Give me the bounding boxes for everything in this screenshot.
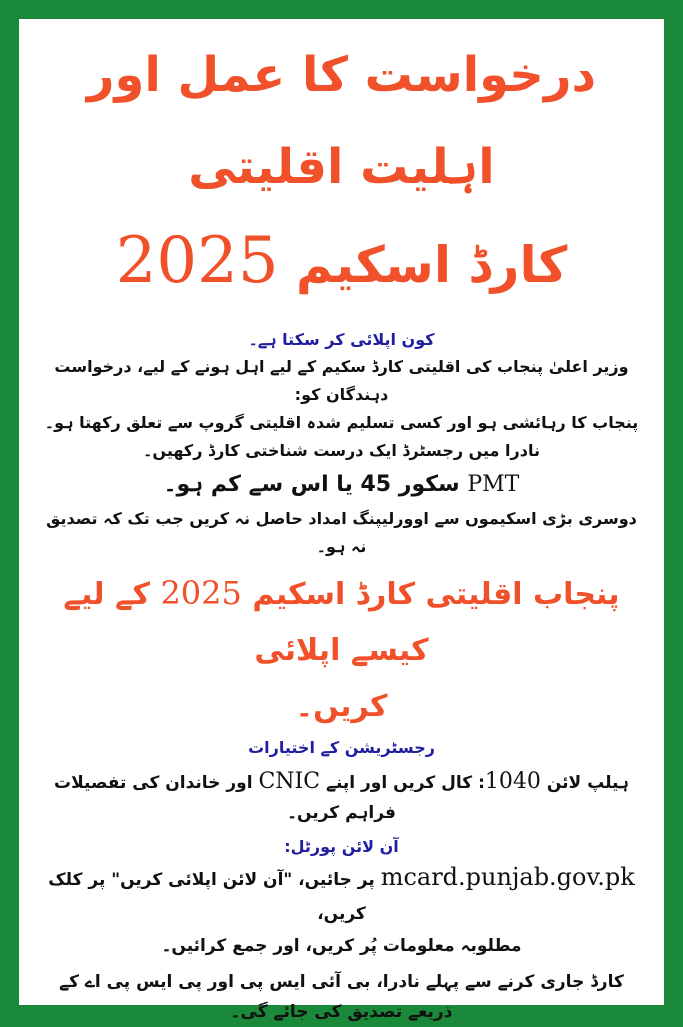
online-portal-step-1: [41, 860, 642, 931]
title-line-2: [41, 213, 642, 313]
online-portal-heading: آن لائن پورٹل:: [284, 837, 399, 856]
helpline-number: 1040: [484, 769, 541, 794]
portal-instruction: پر جائیں، "آن لائن اپلائی کریں" پر کلک کریں،: [48, 870, 375, 924]
registration-heading: رجسٹریشن کے اختیارات: [248, 738, 435, 757]
how-to-apply-text-c: کریں۔: [295, 689, 388, 724]
pmt-label: PMT: [467, 472, 520, 497]
eligibility-item-overlap: دوسری بڑی اسکیموں سے اوورلیپنگ امداد حاصل نہ کریں جب تک کہ تصدیق نہ ہو۔: [46, 509, 637, 556]
title-scheme-text: کارڈ اسکیم: [295, 236, 568, 294]
helpline-details: اور خاندان کی تفصیلات فراہم کریں۔: [54, 773, 396, 823]
helpline-text: : کال کریں اور اپنے: [325, 773, 485, 793]
eligibility-item-pmt: [41, 465, 642, 505]
how-to-apply-title: [41, 565, 642, 735]
title-year: 2025: [115, 224, 279, 298]
how-to-apply-year: 2025: [160, 574, 242, 612]
content-card: [19, 19, 664, 1022]
eligibility-heading: کون اپلائی کر سکتا ہے۔: [248, 330, 435, 349]
registration-helpline: [41, 767, 642, 828]
title-line-1: درخواست کا عمل اور اہلیت اقلیتی: [86, 47, 597, 195]
helpline-label: ہیلپ لائن: [546, 773, 629, 793]
pmt-text: سکور 45 یا اس سے کم ہو۔: [163, 472, 460, 497]
eligibility-item-cnic: نادرا میں رجسٹرڈ ایک درست شناختی کارڈ رکھیں۔: [143, 441, 540, 460]
online-portal-step-2: مطلوبہ معلومات پُر کریں، اور جمع کرائیں۔: [161, 936, 522, 956]
portal-url-link[interactable]: mcard.punjab.gov.pk: [380, 863, 635, 891]
how-to-apply-text-b: کے لیے کیسے اپلائی: [63, 577, 429, 668]
eligibility-item-residency: پنجاب کا رہائشی ہو اور کسی تسلیم شدہ اقلیتی گروپ سے تعلق رکھتا ہو۔: [44, 413, 639, 432]
eligibility-intro: وزیر اعلیٰ پنجاب کی اقلیتی کارڈ سکیم کے لیے اہل ہونے کے لیے، درخواست دہندگان کو:: [54, 357, 629, 404]
verification-note: کارڈ جاری کرنے سے پہلے نادرا، بی آئی ایس پی اور پی ایس پی اے کے ذریعے تصدیق کی جائے گی۔: [59, 972, 624, 1022]
cnic-label: CNIC: [258, 769, 321, 794]
how-to-apply-text-a: پنجاب اقلیتی کارڈ اسکیم: [252, 577, 620, 612]
